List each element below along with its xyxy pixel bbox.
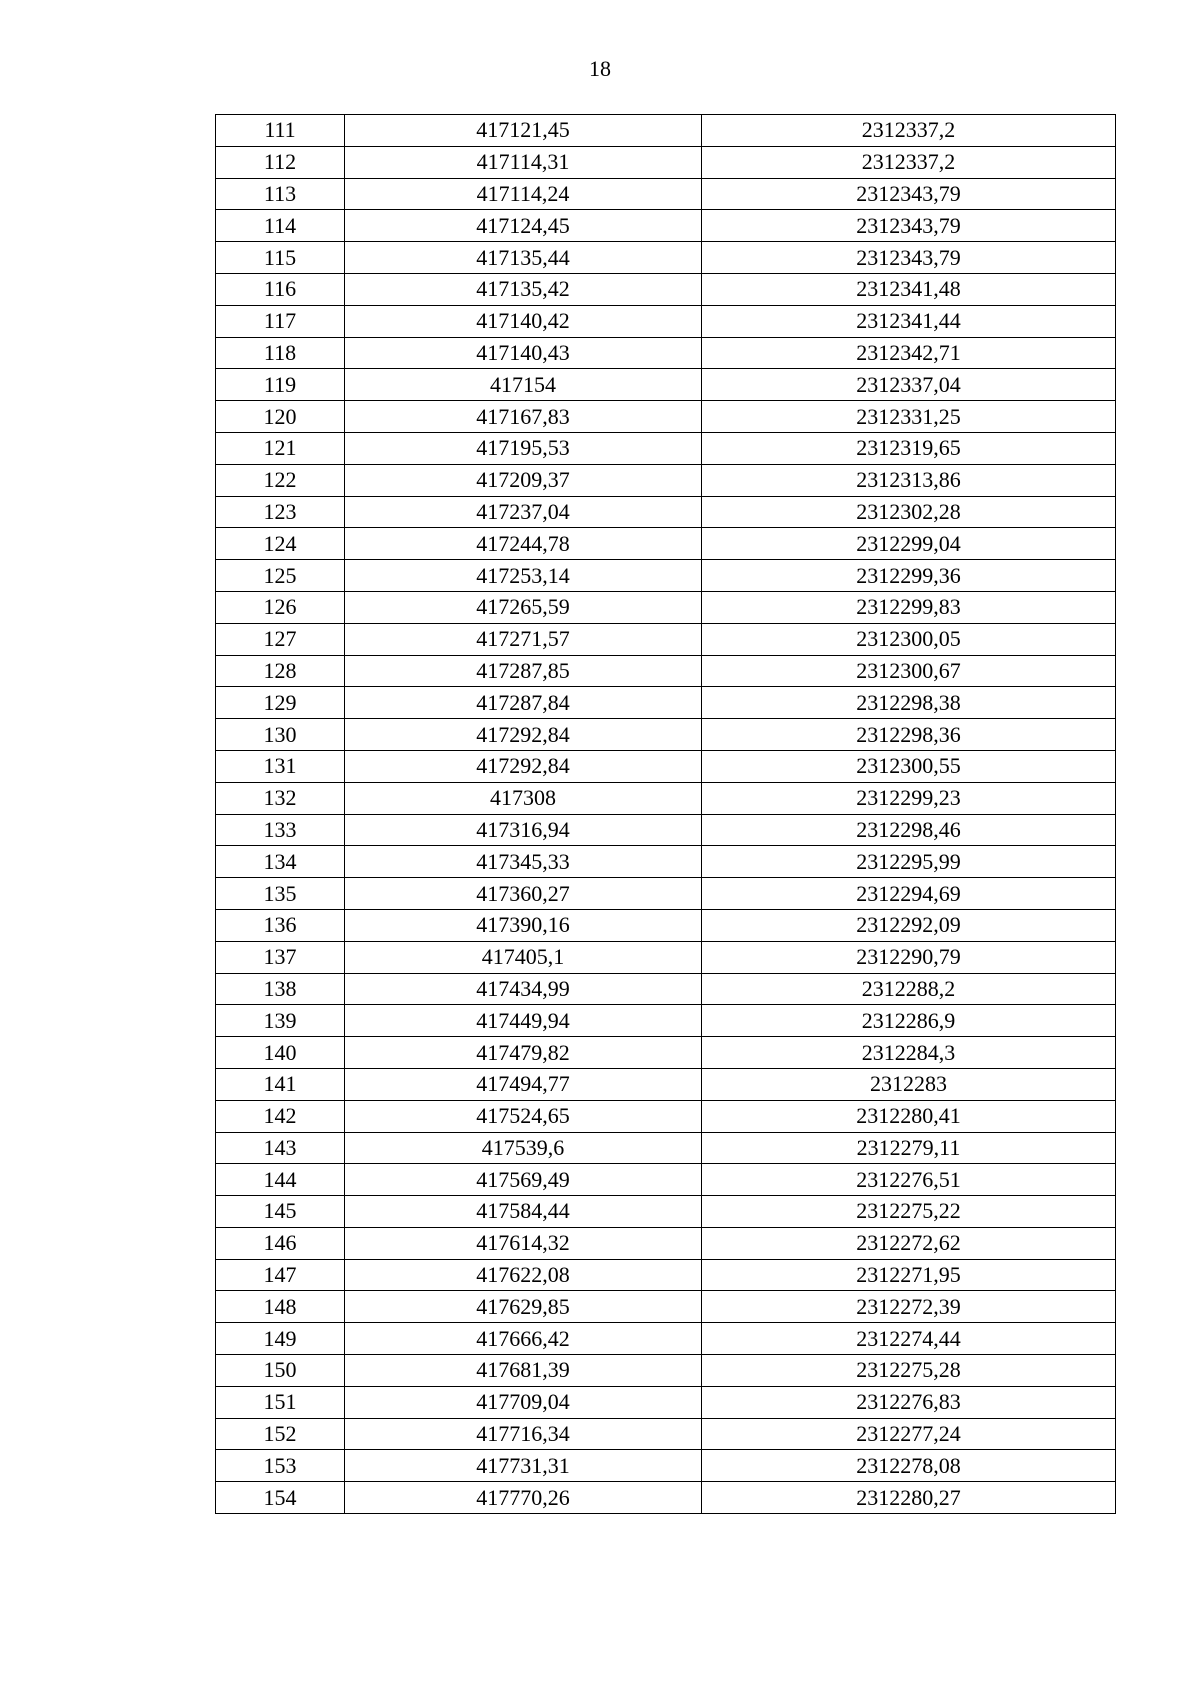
y-coordinate-cell: 2312300,05 [702,623,1116,655]
point-number-cell: 147 [216,1259,345,1291]
x-coordinate-cell: 417195,53 [345,432,702,464]
table-row [216,464,1116,496]
point-number-cell: 135 [216,878,345,910]
x-coordinate-cell: 417237,04 [345,496,702,528]
x-coordinate-cell: 417479,82 [345,1037,702,1069]
x-coordinate-cell: 417287,84 [345,687,702,719]
table-row [216,591,1116,623]
point-number-cell: 129 [216,687,345,719]
y-coordinate-cell: 2312275,22 [702,1196,1116,1228]
x-coordinate-cell: 417287,85 [345,655,702,687]
y-coordinate-cell: 2312276,51 [702,1164,1116,1196]
table-row [216,432,1116,464]
table-row [216,782,1116,814]
x-coordinate-cell: 417449,94 [345,1005,702,1037]
table-row [216,719,1116,751]
table-row [216,496,1116,528]
x-coordinate-cell: 417121,45 [345,115,702,147]
y-coordinate-cell: 2312280,27 [702,1482,1116,1514]
y-coordinate-cell: 2312272,39 [702,1291,1116,1323]
x-coordinate-cell: 417629,85 [345,1291,702,1323]
y-coordinate-cell: 2312271,95 [702,1259,1116,1291]
point-number-cell: 133 [216,814,345,846]
y-coordinate-cell: 2312280,41 [702,1100,1116,1132]
x-coordinate-cell: 417135,42 [345,273,702,305]
table-row [216,687,1116,719]
point-number-cell: 113 [216,178,345,210]
x-coordinate-cell: 417539,6 [345,1132,702,1164]
x-coordinate-cell: 417244,78 [345,528,702,560]
y-coordinate-cell: 2312290,79 [702,941,1116,973]
coordinates-table-body [216,115,1116,1514]
page-number: 18 [589,56,611,81]
y-coordinate-cell: 2312337,04 [702,369,1116,401]
y-coordinate-cell: 2312284,3 [702,1037,1116,1069]
y-coordinate-cell: 2312295,99 [702,846,1116,878]
y-coordinate-cell: 2312313,86 [702,464,1116,496]
point-number-cell: 144 [216,1164,345,1196]
x-coordinate-cell: 417569,49 [345,1164,702,1196]
table-row [216,1132,1116,1164]
table-row [216,242,1116,274]
y-coordinate-cell: 2312286,9 [702,1005,1116,1037]
table-row [216,878,1116,910]
point-number-cell: 138 [216,973,345,1005]
y-coordinate-cell: 2312272,62 [702,1227,1116,1259]
table-row [216,528,1116,560]
x-coordinate-cell: 417135,44 [345,242,702,274]
table-row [216,623,1116,655]
y-coordinate-cell: 2312300,55 [702,750,1116,782]
y-coordinate-cell: 2312341,44 [702,305,1116,337]
x-coordinate-cell: 417716,34 [345,1418,702,1450]
point-number-cell: 116 [216,273,345,305]
table-row [216,941,1116,973]
y-coordinate-cell: 2312294,69 [702,878,1116,910]
point-number-cell: 123 [216,496,345,528]
x-coordinate-cell: 417265,59 [345,591,702,623]
table-row [216,337,1116,369]
point-number-cell: 152 [216,1418,345,1450]
table-row [216,1037,1116,1069]
y-coordinate-cell: 2312299,83 [702,591,1116,623]
point-number-cell: 128 [216,655,345,687]
table-row [216,305,1116,337]
point-number-cell: 149 [216,1323,345,1355]
table-row [216,115,1116,147]
y-coordinate-cell: 2312337,2 [702,146,1116,178]
y-coordinate-cell: 2312343,79 [702,242,1116,274]
point-number-cell: 134 [216,846,345,878]
y-coordinate-cell: 2312274,44 [702,1323,1116,1355]
table-row [216,178,1116,210]
point-number-cell: 112 [216,146,345,178]
table-row [216,1227,1116,1259]
point-number-cell: 125 [216,560,345,592]
y-coordinate-cell: 2312279,11 [702,1132,1116,1164]
point-number-cell: 115 [216,242,345,274]
x-coordinate-cell: 417731,31 [345,1450,702,1482]
table-row [216,909,1116,941]
point-number-cell: 143 [216,1132,345,1164]
x-coordinate-cell: 417709,04 [345,1386,702,1418]
point-number-cell: 145 [216,1196,345,1228]
point-number-cell: 136 [216,909,345,941]
x-coordinate-cell: 417584,44 [345,1196,702,1228]
x-coordinate-cell: 417114,24 [345,178,702,210]
x-coordinate-cell: 417360,27 [345,878,702,910]
y-coordinate-cell: 2312299,04 [702,528,1116,560]
y-coordinate-cell: 2312343,79 [702,178,1116,210]
table-row [216,1482,1116,1514]
point-number-cell: 142 [216,1100,345,1132]
point-number-cell: 131 [216,750,345,782]
point-number-cell: 146 [216,1227,345,1259]
point-number-cell: 118 [216,337,345,369]
table-row [216,1005,1116,1037]
x-coordinate-cell: 417209,37 [345,464,702,496]
table-row [216,1418,1116,1450]
x-coordinate-cell: 417405,1 [345,941,702,973]
point-number-cell: 139 [216,1005,345,1037]
x-coordinate-cell: 417292,84 [345,719,702,751]
x-coordinate-cell: 417140,42 [345,305,702,337]
table-row [216,1386,1116,1418]
x-coordinate-cell: 417271,57 [345,623,702,655]
y-coordinate-cell: 2312331,25 [702,401,1116,433]
y-coordinate-cell: 2312299,36 [702,560,1116,592]
table-row [216,1259,1116,1291]
y-coordinate-cell: 2312302,28 [702,496,1116,528]
x-coordinate-cell: 417140,43 [345,337,702,369]
table-row [216,146,1116,178]
y-coordinate-cell: 2312298,46 [702,814,1116,846]
table-row [216,750,1116,782]
y-coordinate-cell: 2312319,65 [702,432,1116,464]
table-row [216,1100,1116,1132]
point-number-cell: 124 [216,528,345,560]
y-coordinate-cell: 2312278,08 [702,1450,1116,1482]
table-row [216,401,1116,433]
table-row [216,814,1116,846]
point-number-cell: 119 [216,369,345,401]
table-row [216,1450,1116,1482]
table-row [216,1323,1116,1355]
point-number-cell: 120 [216,401,345,433]
x-coordinate-cell: 417770,26 [345,1482,702,1514]
y-coordinate-cell: 2312300,67 [702,655,1116,687]
point-number-cell: 148 [216,1291,345,1323]
x-coordinate-cell: 417292,84 [345,750,702,782]
x-coordinate-cell: 417124,45 [345,210,702,242]
point-number-cell: 114 [216,210,345,242]
table-row [216,1068,1116,1100]
table-row [216,273,1116,305]
x-coordinate-cell: 417614,32 [345,1227,702,1259]
y-coordinate-cell: 2312342,71 [702,337,1116,369]
table-row [216,973,1116,1005]
y-coordinate-cell: 2312337,2 [702,115,1116,147]
x-coordinate-cell: 417345,33 [345,846,702,878]
x-coordinate-cell: 417666,42 [345,1323,702,1355]
table-row [216,846,1116,878]
point-number-cell: 130 [216,719,345,751]
point-number-cell: 121 [216,432,345,464]
y-coordinate-cell: 2312299,23 [702,782,1116,814]
point-number-cell: 126 [216,591,345,623]
point-number-cell: 137 [216,941,345,973]
x-coordinate-cell: 417154 [345,369,702,401]
coordinates-table [215,114,1116,1514]
point-number-cell: 154 [216,1482,345,1514]
y-coordinate-cell: 2312276,83 [702,1386,1116,1418]
y-coordinate-cell: 2312341,48 [702,273,1116,305]
table-row [216,1164,1116,1196]
x-coordinate-cell: 417494,77 [345,1068,702,1100]
y-coordinate-cell: 2312343,79 [702,210,1116,242]
point-number-cell: 132 [216,782,345,814]
y-coordinate-cell: 2312298,36 [702,719,1116,751]
y-coordinate-cell: 2312298,38 [702,687,1116,719]
table-row [216,1355,1116,1387]
table-row [216,1291,1116,1323]
y-coordinate-cell: 2312288,2 [702,973,1116,1005]
y-coordinate-cell: 2312283 [702,1068,1116,1100]
table-row [216,655,1116,687]
table-row [216,210,1116,242]
point-number-cell: 151 [216,1386,345,1418]
table-row [216,560,1116,592]
point-number-cell: 111 [216,115,345,147]
point-number-cell: 127 [216,623,345,655]
x-coordinate-cell: 417167,83 [345,401,702,433]
x-coordinate-cell: 417253,14 [345,560,702,592]
table-row [216,369,1116,401]
point-number-cell: 153 [216,1450,345,1482]
x-coordinate-cell: 417524,65 [345,1100,702,1132]
y-coordinate-cell: 2312275,28 [702,1355,1116,1387]
x-coordinate-cell: 417390,16 [345,909,702,941]
x-coordinate-cell: 417308 [345,782,702,814]
y-coordinate-cell: 2312292,09 [702,909,1116,941]
point-number-cell: 140 [216,1037,345,1069]
point-number-cell: 150 [216,1355,345,1387]
table-row [216,1196,1116,1228]
x-coordinate-cell: 417316,94 [345,814,702,846]
point-number-cell: 122 [216,464,345,496]
x-coordinate-cell: 417434,99 [345,973,702,1005]
point-number-cell: 141 [216,1068,345,1100]
x-coordinate-cell: 417681,39 [345,1355,702,1387]
point-number-cell: 117 [216,305,345,337]
x-coordinate-cell: 417114,31 [345,146,702,178]
y-coordinate-cell: 2312277,24 [702,1418,1116,1450]
x-coordinate-cell: 417622,08 [345,1259,702,1291]
